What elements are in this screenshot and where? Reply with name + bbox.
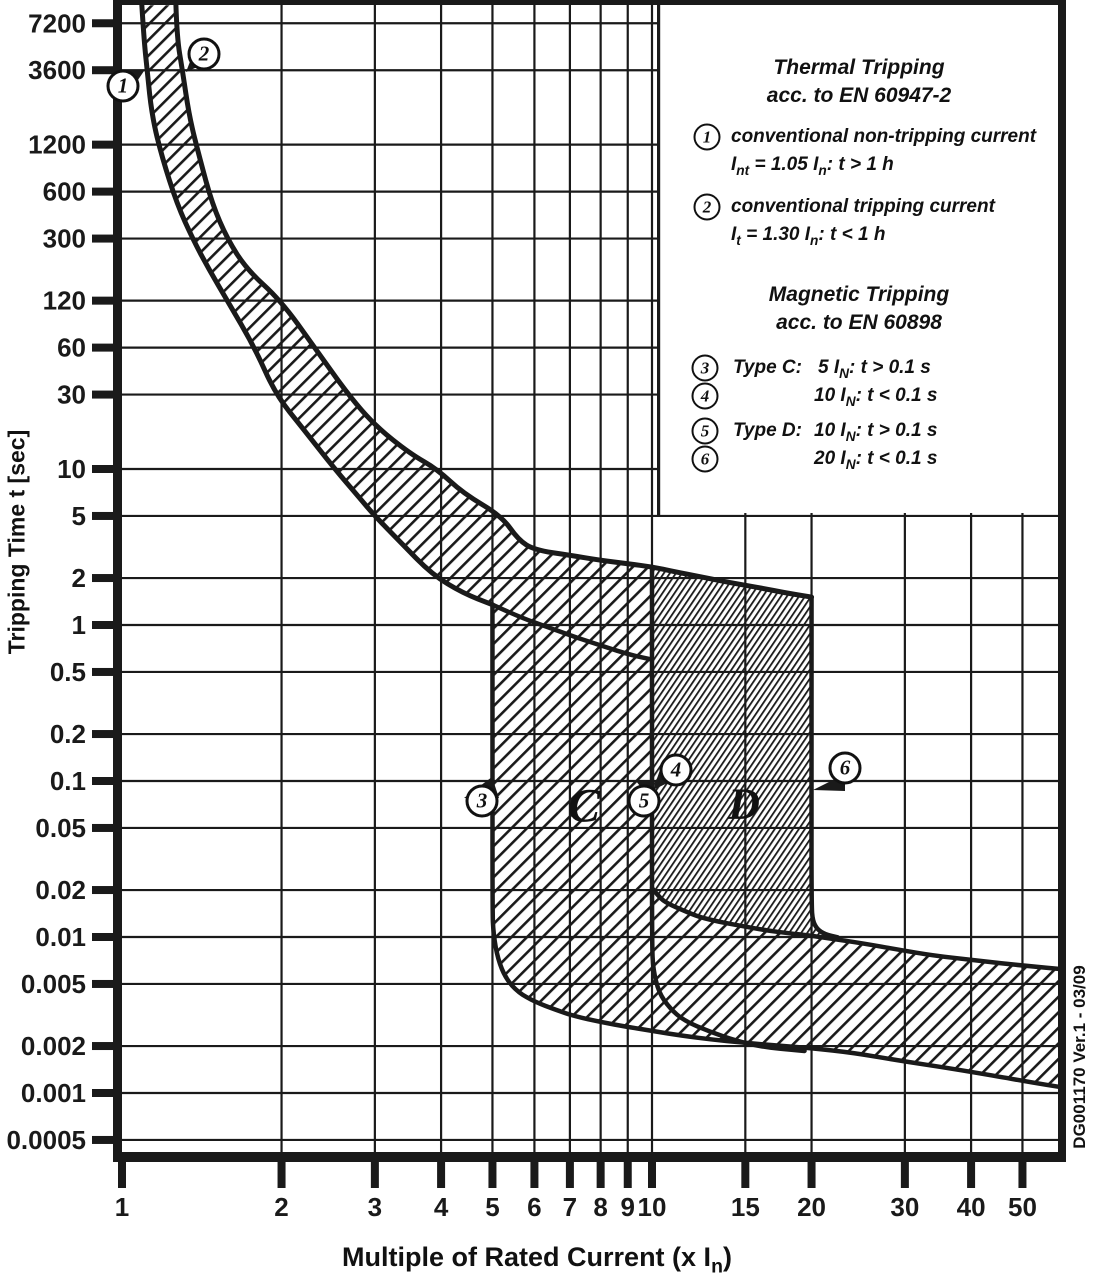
- y-tick-label: 1: [71, 610, 86, 640]
- x-tick: [901, 1162, 909, 1188]
- x-tick-label: 4: [433, 1192, 449, 1222]
- y-tick-label: 0.005: [20, 968, 86, 999]
- x-tick: [530, 1162, 538, 1188]
- x-tick-label: 2: [274, 1192, 289, 1222]
- legend-item-2-text: conventional tripping current: [731, 196, 995, 217]
- magnetic-tripping-title: Magnetic Tripping: [768, 283, 950, 306]
- legend-type-d-label: Type D:: [733, 420, 802, 441]
- y-tick-label: 0.0005: [6, 1124, 86, 1155]
- y-tick-label: 2: [71, 563, 86, 594]
- y-tick-label: 300: [42, 223, 86, 254]
- legend-marker-5: 5: [692, 418, 719, 445]
- x-tick: [118, 1162, 126, 1188]
- x-tick-label: 8: [593, 1192, 608, 1222]
- y-tick-label: 30: [57, 379, 86, 410]
- y-tick: [92, 141, 120, 149]
- legend-marker-1: 1: [694, 124, 721, 151]
- y-tick: [92, 1089, 120, 1097]
- legend-panel-border: [657, 5, 660, 516]
- y-tick-label: 5: [71, 500, 86, 531]
- legend-type-c-label: Type C:: [733, 357, 802, 378]
- y-tick: [92, 980, 120, 988]
- y-tick: [92, 777, 120, 785]
- x-tick-label: 10: [637, 1192, 667, 1222]
- y-tick: [92, 344, 120, 352]
- legend-marker-2: 2: [694, 194, 721, 221]
- x-tick-label: 5: [485, 1192, 500, 1222]
- y-tick-label: 3600: [28, 55, 86, 86]
- x-tick: [488, 1162, 496, 1188]
- x-tick-label: 20: [797, 1192, 827, 1222]
- plot-right-border: [1058, 0, 1066, 1162]
- y-tick-label: 0.002: [20, 1031, 86, 1062]
- y-tick: [92, 188, 120, 196]
- x-tick-label: 15: [730, 1192, 760, 1222]
- x-axis-line: [113, 1152, 1066, 1162]
- plot-top-border: [113, 0, 1066, 5]
- y-tick: [92, 297, 120, 305]
- y-tick-label: 0.1: [49, 766, 86, 796]
- y-tick-label: 0.01: [35, 922, 86, 952]
- region-label-c: C: [567, 779, 601, 833]
- region-label-d: D: [728, 779, 760, 829]
- x-tick: [566, 1162, 574, 1188]
- curve-marker-5: 5: [628, 785, 661, 818]
- magnetic-tripping-subtitle: acc. to EN 60898: [776, 311, 942, 334]
- y-tick-label: 0.5: [49, 656, 86, 687]
- legend-marker-4: 4: [692, 383, 719, 410]
- document-reference-note: DG001170 Ver.1 - 03/09: [1070, 965, 1089, 1149]
- x-tick-label: 3: [367, 1192, 383, 1222]
- x-tick-label: 40: [956, 1192, 986, 1222]
- curve-marker-4: 4: [660, 754, 693, 787]
- x-tick-label: 6: [527, 1192, 542, 1222]
- y-tick: [92, 574, 120, 582]
- legend-item-1-text: conventional non-tripping current: [731, 126, 1037, 147]
- x-tick: [648, 1162, 656, 1188]
- x-tick: [597, 1162, 605, 1188]
- legend-item-2-formula: $I_t = 1.30$ $I_n$: t < 1 h: [731, 224, 886, 248]
- y-tick-label: 0.2: [49, 719, 86, 750]
- y-tick-label: 0.05: [35, 812, 86, 843]
- x-tick: [624, 1162, 632, 1188]
- y-tick: [92, 1042, 120, 1050]
- y-tick: [92, 730, 120, 738]
- curve-marker-1: 1: [107, 70, 140, 103]
- y-tick-label: 0.02: [35, 875, 86, 906]
- curve-marker-2: 2: [188, 38, 221, 71]
- thermal-tripping-title: Thermal Tripping: [773, 56, 945, 79]
- y-tick: [92, 391, 120, 399]
- y-tick: [92, 235, 120, 243]
- y-axis-title: Tripping Time t [sec]: [3, 429, 30, 655]
- legend-marker-6: 6: [692, 446, 719, 473]
- y-tick: [92, 668, 120, 676]
- legend-item-5-value: 10 $I_N$: t > 0.1 s: [814, 420, 938, 444]
- y-tick-label: 60: [57, 332, 86, 363]
- x-axis-title: Multiple of Rated Current (x $I_n$): [342, 1242, 732, 1278]
- x-tick-label: 7: [562, 1192, 578, 1222]
- y-tick: [92, 19, 120, 27]
- curve-marker-3: 3: [466, 785, 499, 818]
- y-tick-label: 0.001: [20, 1078, 86, 1108]
- x-tick-label: 50: [1007, 1192, 1037, 1222]
- x-tick-label: 30: [890, 1192, 920, 1222]
- x-tick: [278, 1162, 286, 1188]
- x-tick-label: 9: [620, 1192, 635, 1222]
- thermal-tripping-subtitle: acc. to EN 60947-2: [766, 84, 952, 107]
- y-tick-label: 600: [42, 176, 86, 207]
- legend-item-4-value: 10 $I_N$: t < 0.1 s: [814, 385, 938, 409]
- y-tick-label: 7200: [28, 8, 86, 39]
- x-tick: [1018, 1162, 1026, 1188]
- legend-item-3-value: 5 $I_N$: t > 0.1 s: [818, 357, 931, 381]
- y-tick: [92, 886, 120, 894]
- x-tick: [371, 1162, 379, 1188]
- y-tick: [92, 933, 120, 941]
- curve-marker-6: 6: [829, 752, 862, 785]
- x-tick: [808, 1162, 816, 1188]
- y-tick: [92, 824, 120, 832]
- y-tick-label: 120: [42, 285, 86, 316]
- y-tick-label: 10: [57, 454, 86, 484]
- y-tick: [92, 621, 120, 629]
- y-tick: [92, 512, 120, 520]
- y-tick: [92, 465, 120, 473]
- y-tick: [92, 1136, 120, 1144]
- legend-marker-3: 3: [692, 355, 719, 382]
- x-tick: [741, 1162, 749, 1188]
- legend-item-1-formula: $I_{nt} = 1.05$ $I_n$: t > 1 h: [731, 154, 894, 178]
- legend-item-6-value: 20 $I_N$: t < 0.1 s: [814, 448, 938, 472]
- x-tick-label: 1: [114, 1192, 130, 1222]
- x-tick: [437, 1162, 445, 1188]
- y-tick-label: 1200: [28, 129, 86, 160]
- x-tick: [967, 1162, 975, 1188]
